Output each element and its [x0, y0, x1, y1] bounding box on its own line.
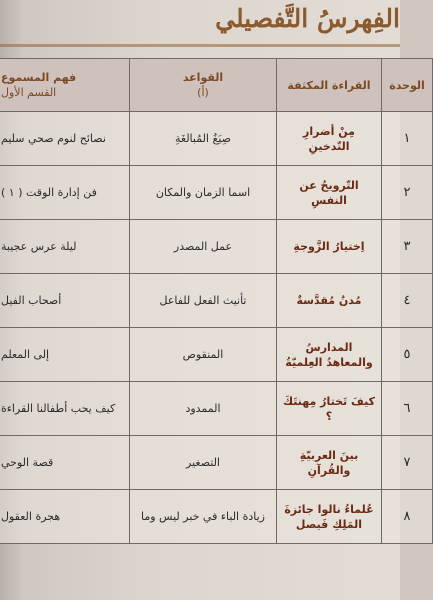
reading-title: التّرويحُ عن النفسِ — [277, 166, 382, 220]
reading-title: مُدنٌ مُقدَّسةٌ — [277, 274, 382, 328]
title-rule — [0, 44, 400, 47]
unit-number: ٨ — [382, 490, 433, 544]
table-row — [0, 274, 433, 328]
table-row — [0, 220, 433, 274]
rules-topic: تأنيث الفعل للفاعل — [130, 274, 277, 328]
table-wrapper — [0, 58, 425, 598]
unit-number: ٢ — [382, 166, 433, 220]
rules-topic: الممدود — [130, 382, 277, 436]
contents-table — [0, 58, 433, 544]
listening-topic: نصائح لنوم صحي سليم — [0, 112, 130, 166]
listening-topic: أصحاب الفيل — [0, 274, 130, 328]
unit-number: ٦ — [382, 382, 433, 436]
header-unit: الوحدة — [382, 59, 433, 112]
reading-title: اِختيارُ الزَّوجةِ — [277, 220, 382, 274]
reading-title: مِنْ أضرارِ التّدخينِ — [277, 112, 382, 166]
rules-topic: زيادة الباء في خبر ليس وما — [130, 490, 277, 544]
table-header-row — [0, 59, 433, 112]
table-row — [0, 112, 433, 166]
header-rules-sub: (أ) — [197, 86, 209, 99]
reading-title: عُلماءُ نالوا جائزةَ المَلِكِ فَيصل — [277, 490, 382, 544]
header-rules — [130, 59, 277, 112]
table-row — [0, 436, 433, 490]
header-rules-label: القواعد — [182, 71, 224, 84]
reading-title: بينَ العربيّةِ والقُرآنِ — [277, 436, 382, 490]
rules-topic: التصغير — [130, 436, 277, 490]
table-row — [0, 328, 433, 382]
unit-number: ٥ — [382, 328, 433, 382]
reading-title: كيفَ تَختارُ مِهنتَكَ ؟ — [277, 382, 382, 436]
header-listening — [0, 59, 130, 112]
unit-number: ٣ — [382, 220, 433, 274]
listening-topic: فن إدارة الوقت ( ١ ) — [0, 166, 130, 220]
rules-topic: عمل المصدر — [130, 220, 277, 274]
header-listening-sub: القسم الأول — [1, 86, 57, 99]
reading-title: المدارسُ والمعاهدُ العِلميّةُ — [277, 328, 382, 382]
unit-number: ١ — [382, 112, 433, 166]
rules-topic: صِيَغُ المُبالغَةِ — [130, 112, 277, 166]
listening-topic: ليلة عرس عجيبة — [0, 220, 130, 274]
rules-topic: المنقوص — [130, 328, 277, 382]
listening-topic: إلى المعلم — [0, 328, 130, 382]
table-row — [0, 166, 433, 220]
listening-topic: قصة الوحي — [0, 436, 130, 490]
unit-number: ٤ — [382, 274, 433, 328]
page-title: الفِهرسُ التَّفصيلي — [215, 4, 400, 33]
unit-number: ٧ — [382, 436, 433, 490]
table-row — [0, 382, 433, 436]
header-reading: القراءة المكثفة — [277, 59, 382, 112]
listening-topic: هجرة العقول — [0, 490, 130, 544]
table-row — [0, 490, 433, 544]
rules-topic: اسما الزمان والمكان — [130, 166, 277, 220]
listening-topic: كيف يحب أطفالنا القراءة — [0, 382, 130, 436]
header-listening-label: فهم المسموع — [1, 71, 77, 84]
